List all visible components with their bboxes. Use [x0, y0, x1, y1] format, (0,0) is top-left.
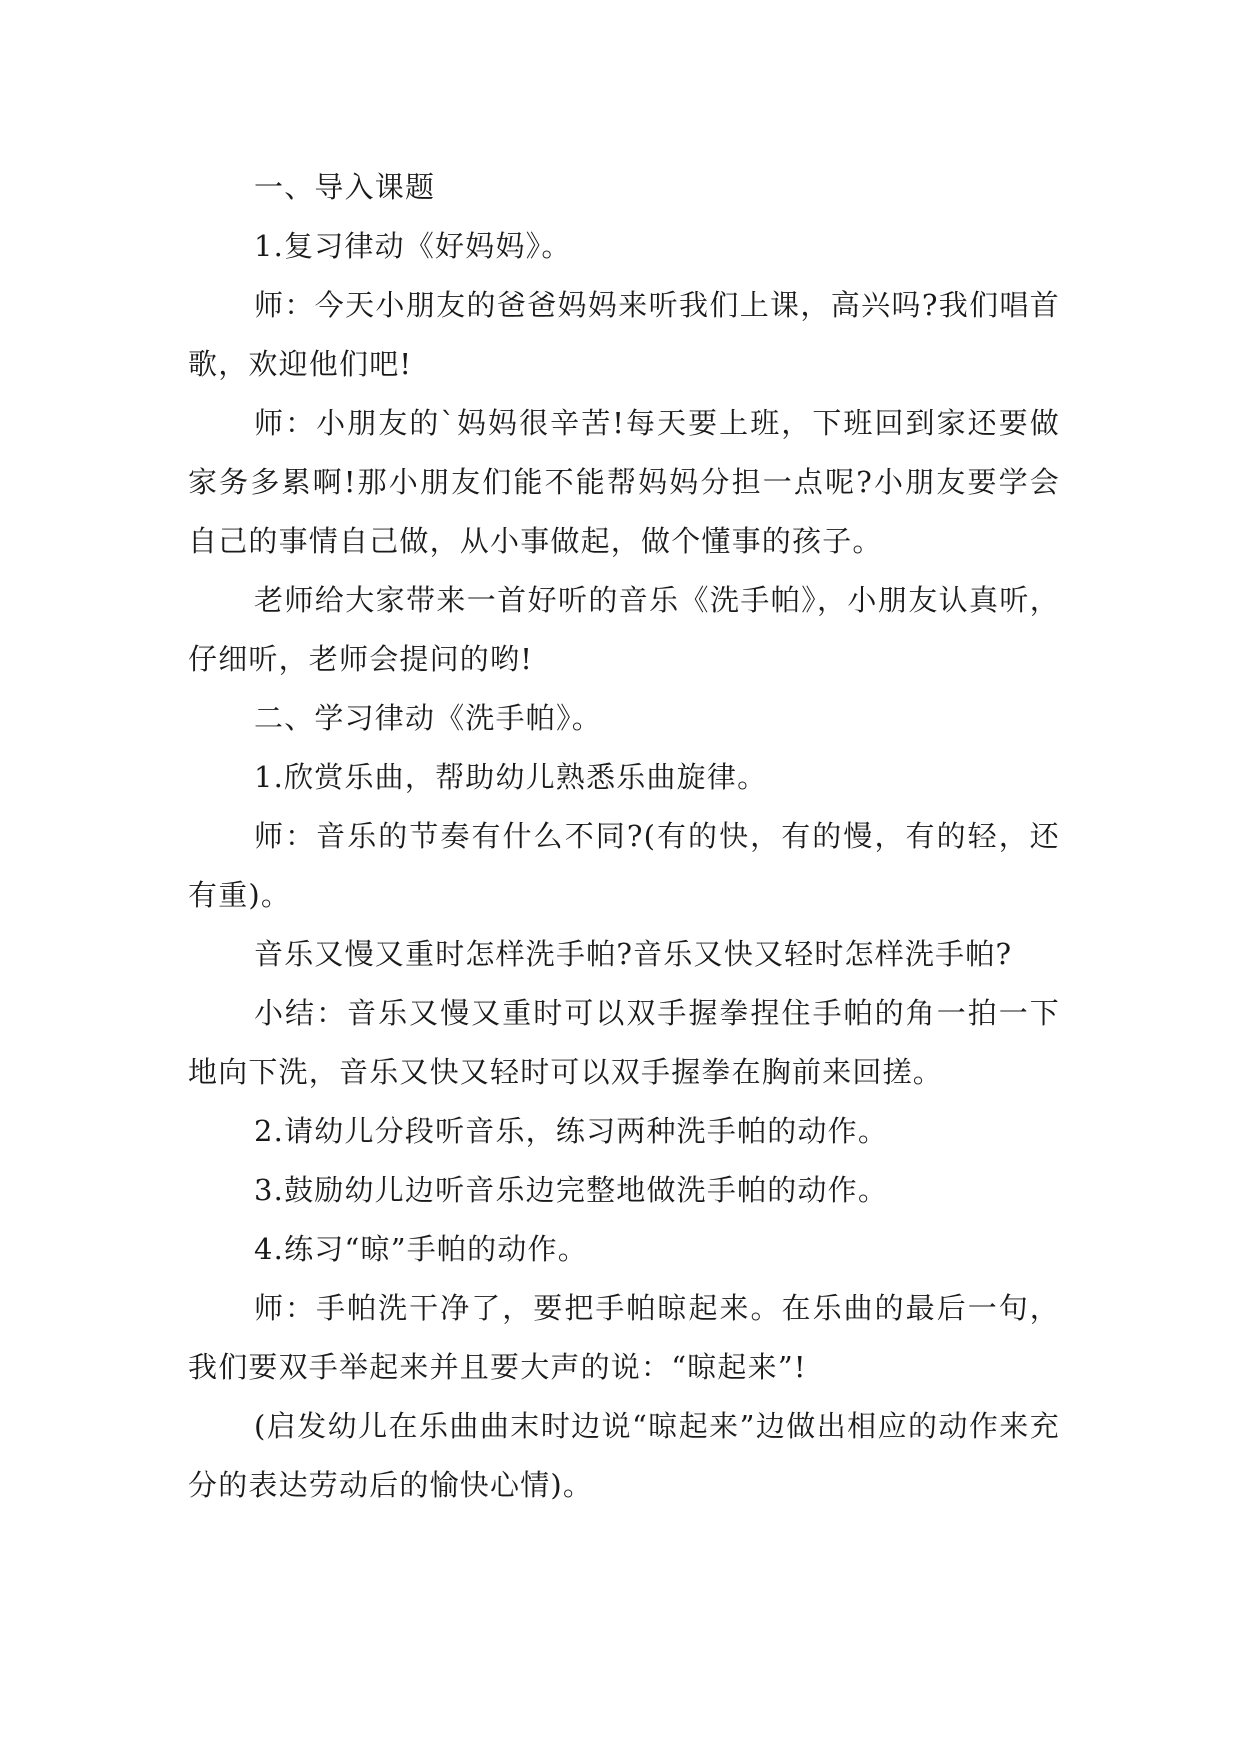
paragraph: 音乐又慢又重时怎样洗手帕?音乐又快又轻时怎样洗手帕?: [254, 937, 1013, 971]
paragraph: 小结：音乐又慢又重时可以双手握拳捏住手帕的角一拍一下地向下洗，音乐又快又轻时可以双手握拳在胸前来回搓。: [188, 996, 1060, 1089]
paragraph: 老师给大家带来一首好听的音乐《洗手帕》，小朋友认真听，仔细听，老师会提问的哟!: [188, 583, 1060, 676]
paragraph: 师：今天小朋友的爸爸妈妈来听我们上课，高兴吗?我们唱首歌，欢迎他们吧!: [188, 288, 1060, 381]
paragraph: 1.复习律动《好妈妈》。: [254, 229, 572, 263]
paragraph: 3.鼓励幼儿边听音乐边完整地做洗手帕的动作。: [254, 1173, 889, 1207]
document-body: [188, 158, 1060, 1515]
paragraph: (启发幼儿在乐曲曲末时边说“晾起来”边做出相应的动作来充分的表达劳动后的愉快心情)。: [188, 1409, 1060, 1502]
paragraph: 师：音乐的节奏有什么不同?(有的快，有的慢，有的轻，还有重)。: [188, 819, 1060, 912]
paragraph: 师：手帕洗干净了，要把手帕晾起来。在乐曲的最后一句，我们要双手举起来并且要大声的说：“晾起来”!: [188, 1291, 1060, 1384]
paragraph: 1.欣赏乐曲，帮助幼儿熟悉乐曲旋律。: [254, 760, 768, 794]
paragraph: 4.练习“晾”手帕的动作。: [254, 1232, 588, 1266]
section-heading-learning: 二、学习律动《洗手帕》。: [254, 701, 602, 735]
paragraph: 2.请幼儿分段听音乐，练习两种洗手帕的动作。: [254, 1114, 889, 1148]
paragraph: 师：小朋友的`妈妈很辛苦!每天要上班，下班回到家还要做家务多累啊!那小朋友们能不能帮妈妈分担一点呢?小朋友要学会自己的事情自己做，从小事做起，做个懂事的孩子。: [188, 406, 1060, 558]
section-heading-intro: 一、导入课题: [254, 170, 436, 204]
